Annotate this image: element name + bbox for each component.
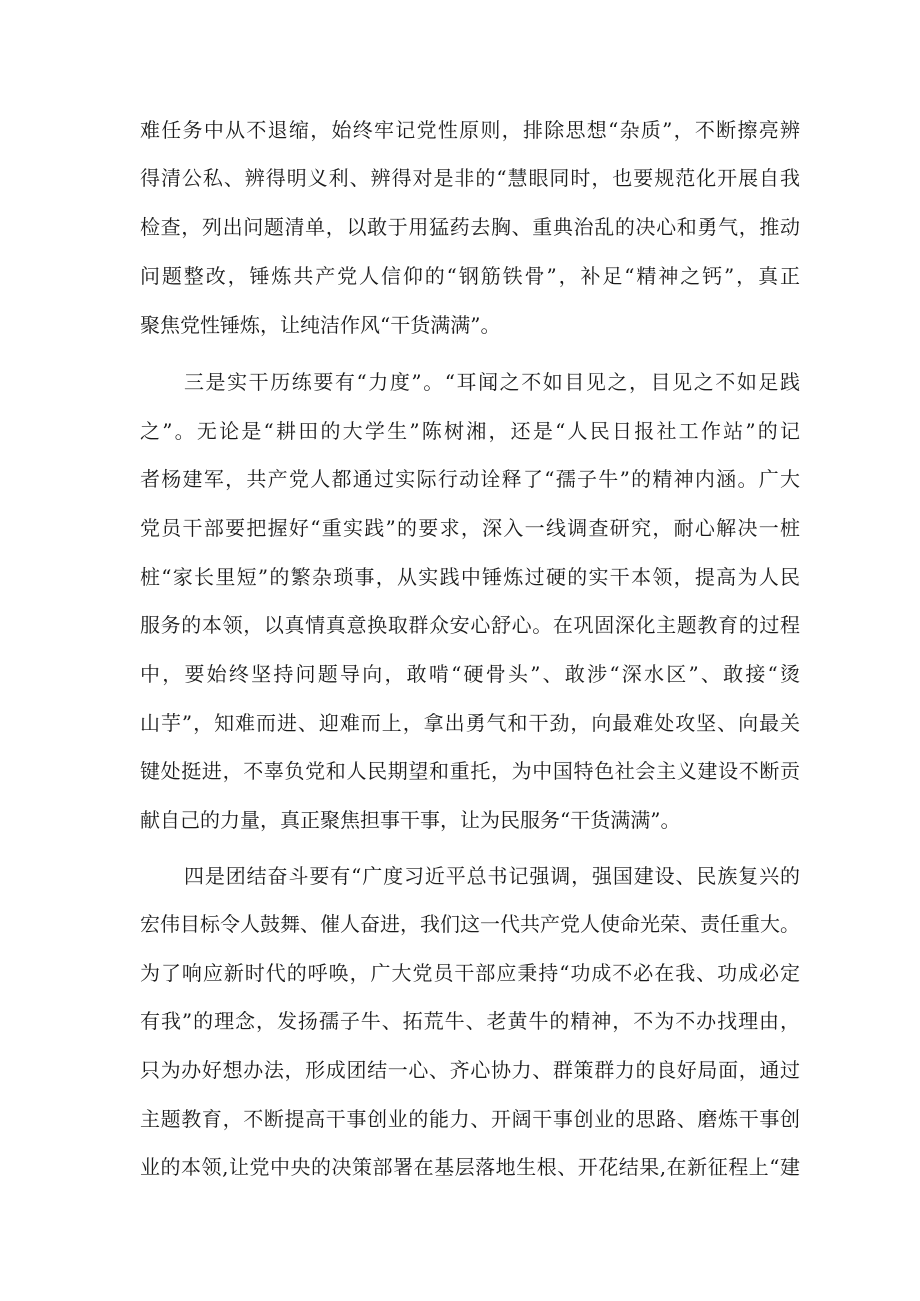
text-line: 难任务中从不退缩，始终牢记党性原则，排除思想“杂质”，不断擦亮辨: [140, 118, 800, 142]
text-line: 献自己的力量，真正聚焦担事干事，让为民服务“干货满满”。: [140, 808, 681, 832]
text-line: 中，要始终坚持问题导向，敢啃“硬骨头”、敢涉“深水区”、敢接“烫: [140, 662, 800, 686]
text-line: 党员干部要把握好“重实践”的要求，深入一线调查研究，耐心解决一桩: [140, 516, 800, 540]
paragraph-start-line: 三是实干历练要有“力度”。“耳闻之不如目见之，目见之不如足践: [184, 370, 800, 394]
paragraph-start-line: 四是团结奋斗要有“广度习近平总书记强调，强国建设、民族复兴的: [184, 864, 800, 888]
text-line: 业的本领,让党中央的决策部署在基层落地生根、开花结果,在新征程上“建: [140, 1155, 800, 1179]
text-line: 宏伟目标令人鼓舞、催人奋进，我们这一代共产党人使命光荣、责任重大。: [140, 912, 800, 936]
text-line: 者杨建军，共产党人都通过实际行动诠释了“孺子牛”的精神内涵。广大: [140, 467, 800, 491]
text-line: 服务的本领，以真情真意换取群众安心舒心。在巩固深化主题教育的过程: [140, 613, 800, 637]
text-line: 主题教育，不断提高干事创业的能力、开阔干事创业的思路、磨炼干事创: [140, 1107, 800, 1131]
text-line: 桩“家长里短”的繁杂琐事，从实践中锤炼过硬的实干本领，提高为人民: [140, 565, 800, 589]
text-line: 只为办好想办法，形成团结一心、齐心协力、群策群力的良好局面，通过: [140, 1058, 800, 1082]
text-line: 问题整改，锤炼共产党人信仰的“钢筋铁骨”，补足“精神之钙”，真正: [140, 264, 800, 288]
text-line: 之”。无论是“耕田的大学生”陈树湘，还是“人民日报社工作站”的记: [140, 419, 800, 443]
text-line: 聚焦党性锤炼，让纯洁作风“干货满满”。: [140, 313, 501, 337]
text-line: 为了响应新时代的呼唤，广大党员干部应秉持“功成不必在我、功成必定: [140, 961, 800, 985]
text-line: 键处挺进，不辜负党和人民期望和重托，为中国特色社会主义建设不断贡: [140, 759, 800, 783]
text-line: 得清公私、辨得明义利、辨得对是非的“慧眼同时，也要规范化开展自我: [140, 166, 800, 190]
text-line: 有我”的理念，发扬孺子牛、拓荒牛、老黄牛的精神，不为不办找理由，: [140, 1009, 800, 1033]
text-line: 山芋”，知难而进、迎难而上，拿出勇气和干劲，向最难处攻坚、向最关: [140, 711, 800, 735]
text-line: 检查，列出问题清单，以敢于用猛药去胸、重典治乱的决心和勇气，推动: [140, 215, 800, 239]
